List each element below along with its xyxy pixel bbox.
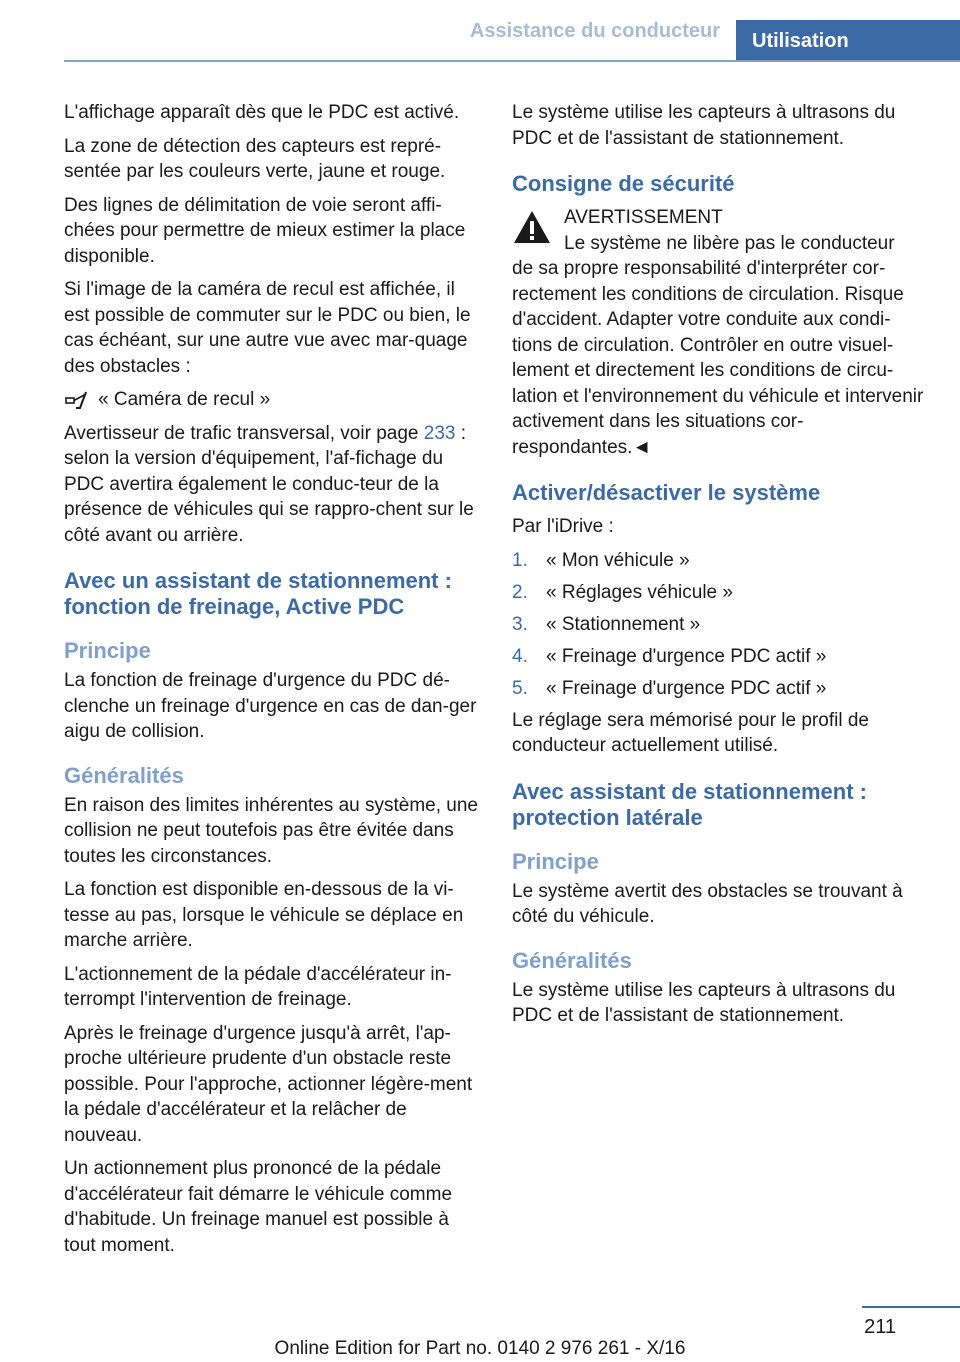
warning-first-line: Le système ne libère pas le conducteur bbox=[564, 232, 895, 254]
header-rule bbox=[64, 60, 960, 62]
left-column bbox=[64, 100, 478, 1266]
heading-activate: Activer/désactiver le système bbox=[512, 480, 821, 505]
paragraph: Le système utilise les capteurs à ultrasons du PDC et de l'assistant de stationnement. bbox=[512, 979, 896, 1026]
heading-principle: Principe bbox=[512, 848, 599, 874]
paragraph: Si l'image de la caméra de recul est affichée, il est possible de commuter sur le PDC ou bien, le cas échéant, sur une autre vue avec mar-quage des obstacles : bbox=[64, 279, 471, 377]
list-item: 4. « Freinage d'urgence PDC actif » bbox=[512, 645, 827, 667]
paragraph-cross-traffic: Avertisseur de trafic transversal, voir page 233 : selon la version d'équipement, l'af-fichage du PDC avertira également le conduc-teur de la présence de véhicules qui se rappro-chent sur le côté avant ou arrière. bbox=[64, 422, 474, 546]
paragraph: Le système avertit des obstacles se trouvant à côté du véhicule. bbox=[512, 880, 903, 927]
list-item: 1. « Mon véhicule » bbox=[512, 549, 690, 571]
page-number: 211 bbox=[864, 1316, 896, 1338]
section-title: Assistance du conducteur bbox=[469, 20, 720, 42]
warning-title: AVERTISSEMENT bbox=[564, 207, 723, 228]
list-item: 2. « Réglages véhicule » bbox=[512, 581, 733, 603]
paragraph: Un actionnement plus prononcé de la pédale d'accélérateur fait démarre le véhicule comme d'habitude. Un freinage manuel est possible à tout moment. bbox=[64, 1158, 453, 1256]
heading-principle: Principe bbox=[64, 638, 151, 663]
heading-safety: Consigne de sécurité bbox=[512, 171, 735, 196]
paragraph: La zone de détection des capteurs est repré-sentée par les couleurs verte, jaune et rouge. bbox=[64, 135, 446, 182]
heading-braking: Avec un assistant de stationnement : fonction de freinage, Active PDC bbox=[64, 568, 452, 619]
paragraph: L'actionnement de la pédale d'accélérateur in-terrompt l'intervention de freinage. bbox=[64, 963, 452, 1010]
paragraph: Après le freinage d'urgence jusqu'à arrêt, l'ap-proche ultérieure prudente d'un obstacle reste possible. Pour l'approche, actionner légère-ment la pédale d'accélérateur et la relâcher de nouveau. bbox=[64, 1022, 473, 1146]
warning-text: de sa propre responsabilité d'interpréter cor-rectement les conditions de circulation. Risque d'accident. Adapter votre conduite aux condi-tions de circulation. Contrôler en outre visuel-lement et directement les conditions de circu-lation et l'environnement du véhicule et intervenir activement dans les situations cor-respondantes.◄ bbox=[512, 258, 924, 458]
heading-side-protection: Avec assistant de stationnement : protection latérale bbox=[512, 778, 867, 830]
paragraph: Des lignes de délimitation de voie seront affi-chées pour permettre de mieux estimer la place disponible. bbox=[64, 194, 466, 267]
list-item: 3. « Stationnement » bbox=[512, 613, 701, 635]
paragraph: La fonction de freinage d'urgence du PDC dé-clenche un freinage d'urgence en cas de dan-ger aigu de collision. bbox=[64, 670, 477, 742]
paragraph: Le système utilise les capteurs à ultrasons du PDC et de l'assistant de stationnement. bbox=[512, 102, 896, 149]
camera-item-label: « Caméra de recul » bbox=[98, 389, 271, 410]
page-header bbox=[0, 0, 960, 64]
paragraph: Le réglage sera mémorisé pour le profil de conducteur actuellement utilisé. bbox=[512, 709, 869, 756]
camera-menu-item bbox=[64, 387, 478, 413]
paragraph: L'affichage apparaît dès que le PDC est activé. bbox=[64, 102, 460, 123]
list-item: 5. « Freinage d'urgence PDC actif » bbox=[512, 677, 827, 699]
heading-general: Généralités bbox=[512, 947, 632, 973]
page-link[interactable]: 233 bbox=[423, 422, 456, 444]
heading-general: Généralités bbox=[64, 762, 184, 788]
chapter-tab: Utilisation bbox=[736, 20, 960, 62]
paragraph: En raison des limites inhérentes au système, une collision ne peut toutefois pas être évitée dans toutes les circonstances. bbox=[64, 794, 478, 867]
idrive-label: Par l'iDrive : bbox=[512, 516, 614, 537]
rear-camera-icon bbox=[64, 389, 90, 411]
paragraph: La fonction est disponible en-dessous de la vi-tesse au pas, lorsque le véhicule se déplace en marche arrière. bbox=[64, 879, 464, 951]
footer-rule bbox=[862, 1306, 960, 1308]
right-column bbox=[512, 100, 926, 1037]
warning-triangle-icon bbox=[512, 209, 552, 245]
warning-block bbox=[512, 205, 926, 256]
steps-list bbox=[512, 548, 926, 702]
edition-footer: Online Edition for Part no. 0140 2 976 261 - X/16 bbox=[274, 1338, 686, 1359]
